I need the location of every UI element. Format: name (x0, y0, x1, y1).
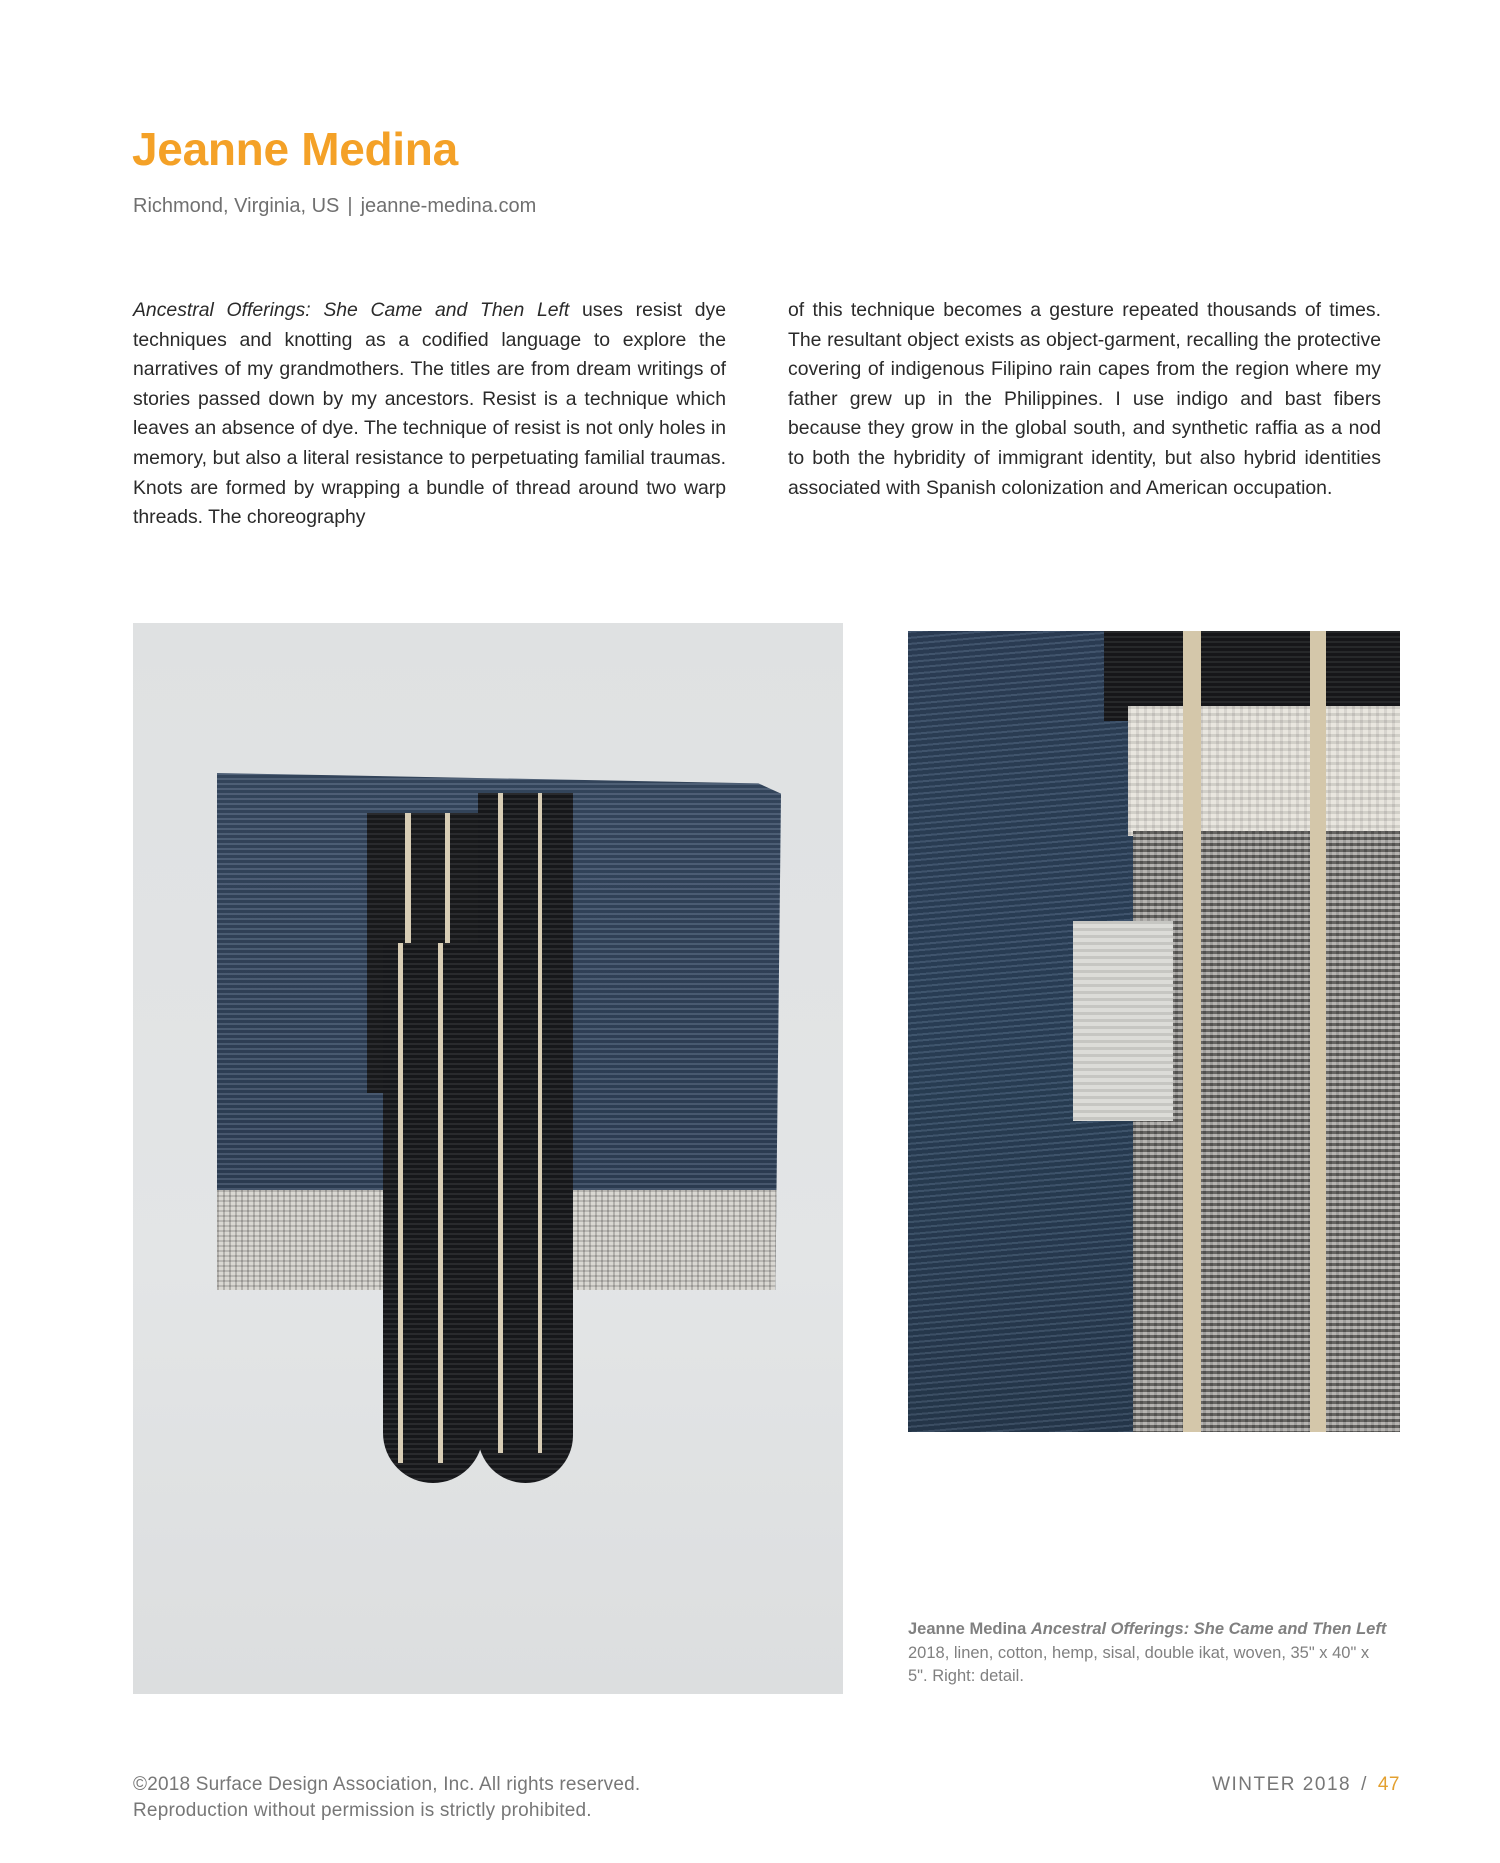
cream-stripe (538, 793, 542, 1453)
cream-stripe (398, 943, 403, 1463)
artwork-photo-full (133, 623, 843, 1694)
statement-paragraph-2: of this technique becomes a gesture repeated thousands of times. The resultant object exists as object-garment, recalling the protective covering of indigenous Filipino rain capes from the region where my father grew up in the Philippines. I use indigo and bast fibers because they grow in the global south, and synthetic raffia as a nod to both the hybridity of immigrant identity, but also hybrid identities associated with Spanish colonization and American occupation. (788, 299, 1381, 499)
copyright-line-2: Reproduction without permission is strictly prohibited. (133, 1800, 592, 1821)
copyright-notice (133, 1772, 640, 1824)
cream-stripe (1183, 631, 1201, 1432)
artwork-photo-detail (908, 631, 1400, 1432)
caption-details: 2018, linen, cotton, hemp, sisal, double ikat, woven, 35" x 40" x 5". Right: detail. (908, 1643, 1370, 1685)
artwork-title-inline: Ancestral Offerings: She Came and Then Left (133, 299, 570, 321)
caption-artist: Jeanne Medina (908, 1620, 1027, 1638)
body-column-left (133, 296, 726, 533)
cream-stripe (498, 793, 503, 1453)
copyright-line-1: ©2018 Surface Design Association, Inc. All rights reserved. (133, 1774, 641, 1795)
scarf-right-strand (478, 793, 573, 1483)
statement-paragraph-1 (133, 296, 726, 533)
grey-knotted-patch (1133, 831, 1400, 1432)
folio-separator: / (1361, 1774, 1368, 1795)
caption-title: Ancestral Offerings: She Came and Then Left (1030, 1620, 1387, 1638)
issue-folio (1212, 1772, 1400, 1798)
meta-separator: | (347, 195, 353, 217)
artist-meta (133, 195, 536, 218)
artist-location: Richmond, Virginia, US (133, 195, 340, 217)
white-patch (1128, 706, 1400, 836)
artist-name: Jeanne Medina (132, 123, 458, 175)
body-column-right (788, 296, 1381, 503)
cream-stripe (1310, 631, 1326, 1432)
image-caption (908, 1618, 1388, 1689)
issue-label: WINTER 2018 (1212, 1774, 1352, 1795)
page-number: 47 (1377, 1774, 1400, 1795)
artist-website[interactable]: jeanne-medina.com (360, 195, 537, 217)
white-patch-left (1073, 921, 1173, 1121)
cream-stripe (438, 943, 443, 1463)
statement-text-1: uses resist dye techniques and knotting as a codified language to explore the narratives of my grandmothers. The titles are from dream writings of stories passed down by my ancestors. Resist is a technique which leaves an absence of dye. The technique of resist is not only holes in memory, but also a literal resistance to perpetuating familial traumas. Knots are formed by wrapping a bundle of thread around two warp threads. The choreography (133, 299, 726, 529)
